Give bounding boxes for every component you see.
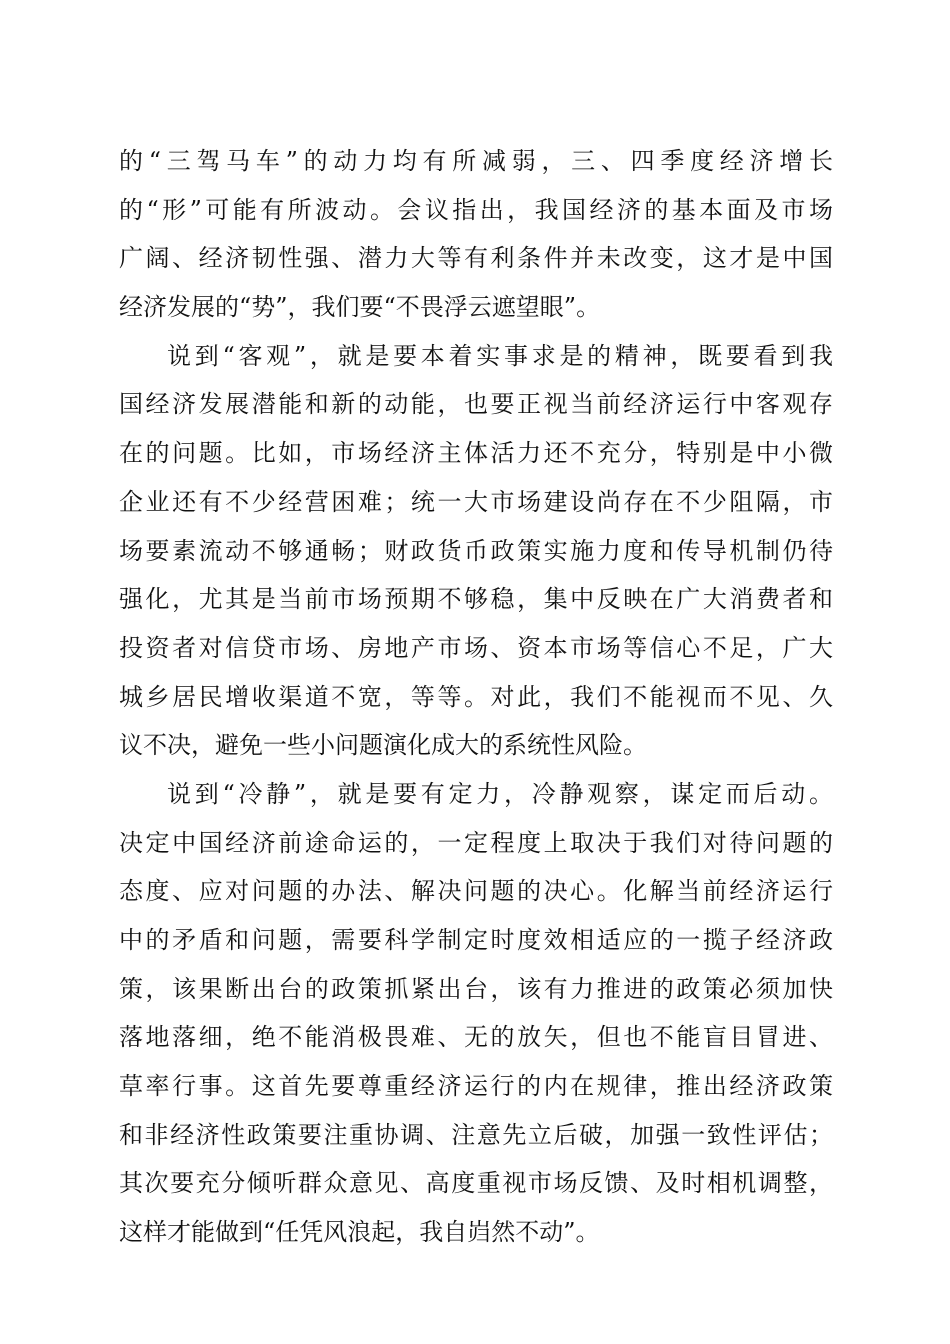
- paragraph-line: 在的问题。比如，市场经济主体活力还不充分，特别是中小微: [119, 439, 833, 468]
- paragraph-line: 场要素流动不够通畅；财政货币政策实施力度和传导机制仍待: [119, 536, 833, 565]
- paragraph-line: 的“形”可能有所波动。会议指出，我国经济的基本面及市场: [119, 195, 833, 224]
- paragraph-line: 草率行事。这首先要尊重经济运行的内在规律，推出经济政策: [119, 1072, 833, 1101]
- paragraph-line: 的“三驾马车”的动力均有所减弱，三、四季度经济增长: [119, 147, 833, 175]
- paragraph-line: 国经济发展潜能和新的动能，也要正视当前经济运行中客观存: [119, 390, 833, 419]
- paragraph-line: 策，该果断出台的政策抓紧出台，该有力推进的政策必须加快: [119, 974, 833, 1003]
- document-body: [119, 137, 833, 1257]
- paragraph-line: 城乡居民增收渠道不宽，等等。对此，我们不能视而不见、久: [119, 682, 833, 711]
- paragraph-line: 态度、应对问题的办法、解决问题的决心。化解当前经济运行: [119, 877, 833, 906]
- paragraph-line: 经济发展的“势”，我们要“不畏浮云遮望眼”。: [119, 293, 601, 322]
- paragraph-line: 说到“客观”，就是要本着实事求是的精神，既要看到我: [167, 341, 833, 370]
- paragraph-line: 其次要充分倾听群众意见、高度重视市场反馈、及时相机调整，: [119, 1169, 833, 1198]
- paragraph-line: 和非经济性政策要注重协调、注意先立后破，加强一致性评估；: [119, 1120, 833, 1149]
- paragraph-line: 决定中国经济前途命运的，一定程度上取决于我们对待问题的: [119, 828, 833, 857]
- paragraph-line: 企业还有不少经营困难；统一大市场建设尚存在不少阻隔，市: [119, 487, 833, 516]
- paragraph-1: [119, 137, 833, 332]
- paragraph-line: 投资者对信贷市场、房地产市场、资本市场等信心不足，广大: [119, 633, 833, 662]
- paragraph-line: 议不决，避免一些小问题演化成大的系统性风险。: [119, 731, 647, 760]
- paragraph-line: 落地落细，绝不能消极畏难、无的放矢，但也不能盲目冒进、: [119, 1023, 833, 1052]
- paragraph-3: [119, 770, 833, 1257]
- paragraph-line: 说到“冷静”，就是要有定力，冷静观察，谋定而后动。: [167, 779, 833, 808]
- paragraph-line: 广阔、经济韧性强、潜力大等有利条件并未改变，这才是中国: [119, 244, 833, 273]
- paragraph-line: 强化，尤其是当前市场预期不够稳，集中反映在广大消费者和: [119, 585, 833, 614]
- paragraph-2: [119, 332, 833, 770]
- paragraph-line: 这样才能做到“任凭风浪起，我自岿然不动”。: [119, 1218, 600, 1247]
- paragraph-line: 中的矛盾和问题，需要科学制定时度效相适应的一揽子经济政: [119, 926, 833, 954]
